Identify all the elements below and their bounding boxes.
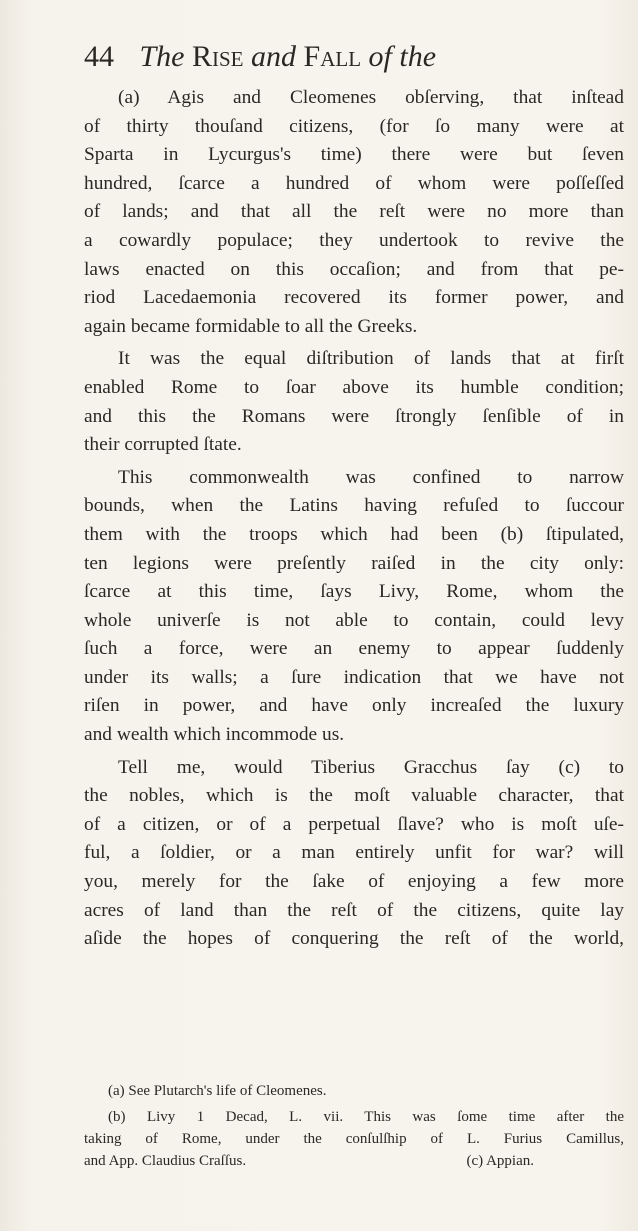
footnote-line: (b) Livy 1 Decad, L. vii. This was ſome time after the xyxy=(108,1109,624,1125)
text-line: their corrupted ſtate. xyxy=(84,434,242,456)
text-line: whole univerſe is not able to contain, could levy xyxy=(84,609,624,631)
text-line: This commonwealth was confined to narrow xyxy=(118,466,624,488)
header-title-rise: Rise xyxy=(192,40,244,73)
text-line: hundred, ſcarce a hundred of whom were poſſeſſed xyxy=(84,172,624,194)
text-line: under its walls; a ſure indication that we have not xyxy=(84,666,624,688)
header-title-the: The xyxy=(139,40,185,73)
text-line: of thirty thouſand citizens, (for ſo many were at xyxy=(84,115,624,137)
running-header xyxy=(84,38,584,76)
text-line: and wealth which incommode us. xyxy=(84,724,345,746)
header-title-of-the: of the xyxy=(368,40,437,73)
text-line: a cowardly populace; they undertook to revive the xyxy=(84,229,624,251)
text-line: ſuch a force, were an enemy to appear ſuddenly xyxy=(84,638,624,660)
text-line: (a) Agis and Cleomenes obſerving, that inſtead xyxy=(118,87,624,108)
header-title-fall: Fall xyxy=(303,40,362,73)
main-text xyxy=(84,84,624,954)
footnote-line xyxy=(84,1150,624,1172)
footnote-c: (c) Appian. xyxy=(466,1153,534,1169)
paragraph-2 xyxy=(84,345,624,459)
text-line: the nobles, which is the moſt valuable character, that xyxy=(84,785,624,807)
text-line: bounds, when the Latins having refuſed to ſuccour xyxy=(84,495,624,517)
text-line: and this the Romans were ſtrongly ſenſible of in xyxy=(84,405,624,427)
text-line: again became formidable to all the Greeks. xyxy=(84,315,418,337)
text-line: aſide the hopes of conquering the reſt of the world, xyxy=(84,928,624,950)
footnote-line: (a) See Plutarch's life of Cleomenes. xyxy=(108,1083,327,1099)
text-line: Sparta in Lycurgus's time) there were but ſeven xyxy=(84,144,624,166)
text-line: them with the troops which had been (b) ſtipulated, xyxy=(84,523,624,545)
text-line: you, merely for the ſake of enjoying a few more xyxy=(84,871,624,893)
paragraph-3 xyxy=(84,464,624,750)
text-line: acres of land than the reſt of the citizens, quite lay xyxy=(84,899,624,921)
header-title-and: and xyxy=(251,40,297,73)
text-line: ſcarce at this time, ſays Livy, Rome, whom the xyxy=(84,581,624,603)
paragraph-4 xyxy=(84,754,624,954)
text-line: ten legions were preſently raiſed in the city only: xyxy=(84,552,624,574)
text-line: riod Lacedaemonia recovered its former power, and xyxy=(84,287,624,309)
footnote-line: taking of Rome, under the conſulſhip of L. Furius Camillus, xyxy=(84,1131,624,1147)
footnote-a xyxy=(84,1080,624,1102)
text-line: enabled Rome to ſoar above its humble condition; xyxy=(84,376,624,398)
text-line: laws enacted on this occaſion; and from that pe- xyxy=(84,258,624,280)
footnote-b xyxy=(84,1106,624,1172)
footnotes xyxy=(84,1080,624,1172)
page-number: 44 xyxy=(84,40,114,73)
text-line: Tell me, would Tiberius Gracchus ſay (c) to xyxy=(118,756,624,778)
text-line: riſen in power, and have only increaſed the luxury xyxy=(84,695,624,717)
paragraph-1 xyxy=(84,84,624,341)
text-line: of lands; and that all the reſt were no more than xyxy=(84,201,624,223)
text-line: It was the equal diſtribution of lands that at firſt xyxy=(118,348,624,370)
footnote-b-end: and App. Claudius Craſſus. xyxy=(84,1153,247,1169)
text-line: ful, a ſoldier, or a man entirely unfit for war? will xyxy=(84,842,624,864)
text-line: of a citizen, or of a perpetual ſlave? who is moſt uſe- xyxy=(84,813,624,835)
